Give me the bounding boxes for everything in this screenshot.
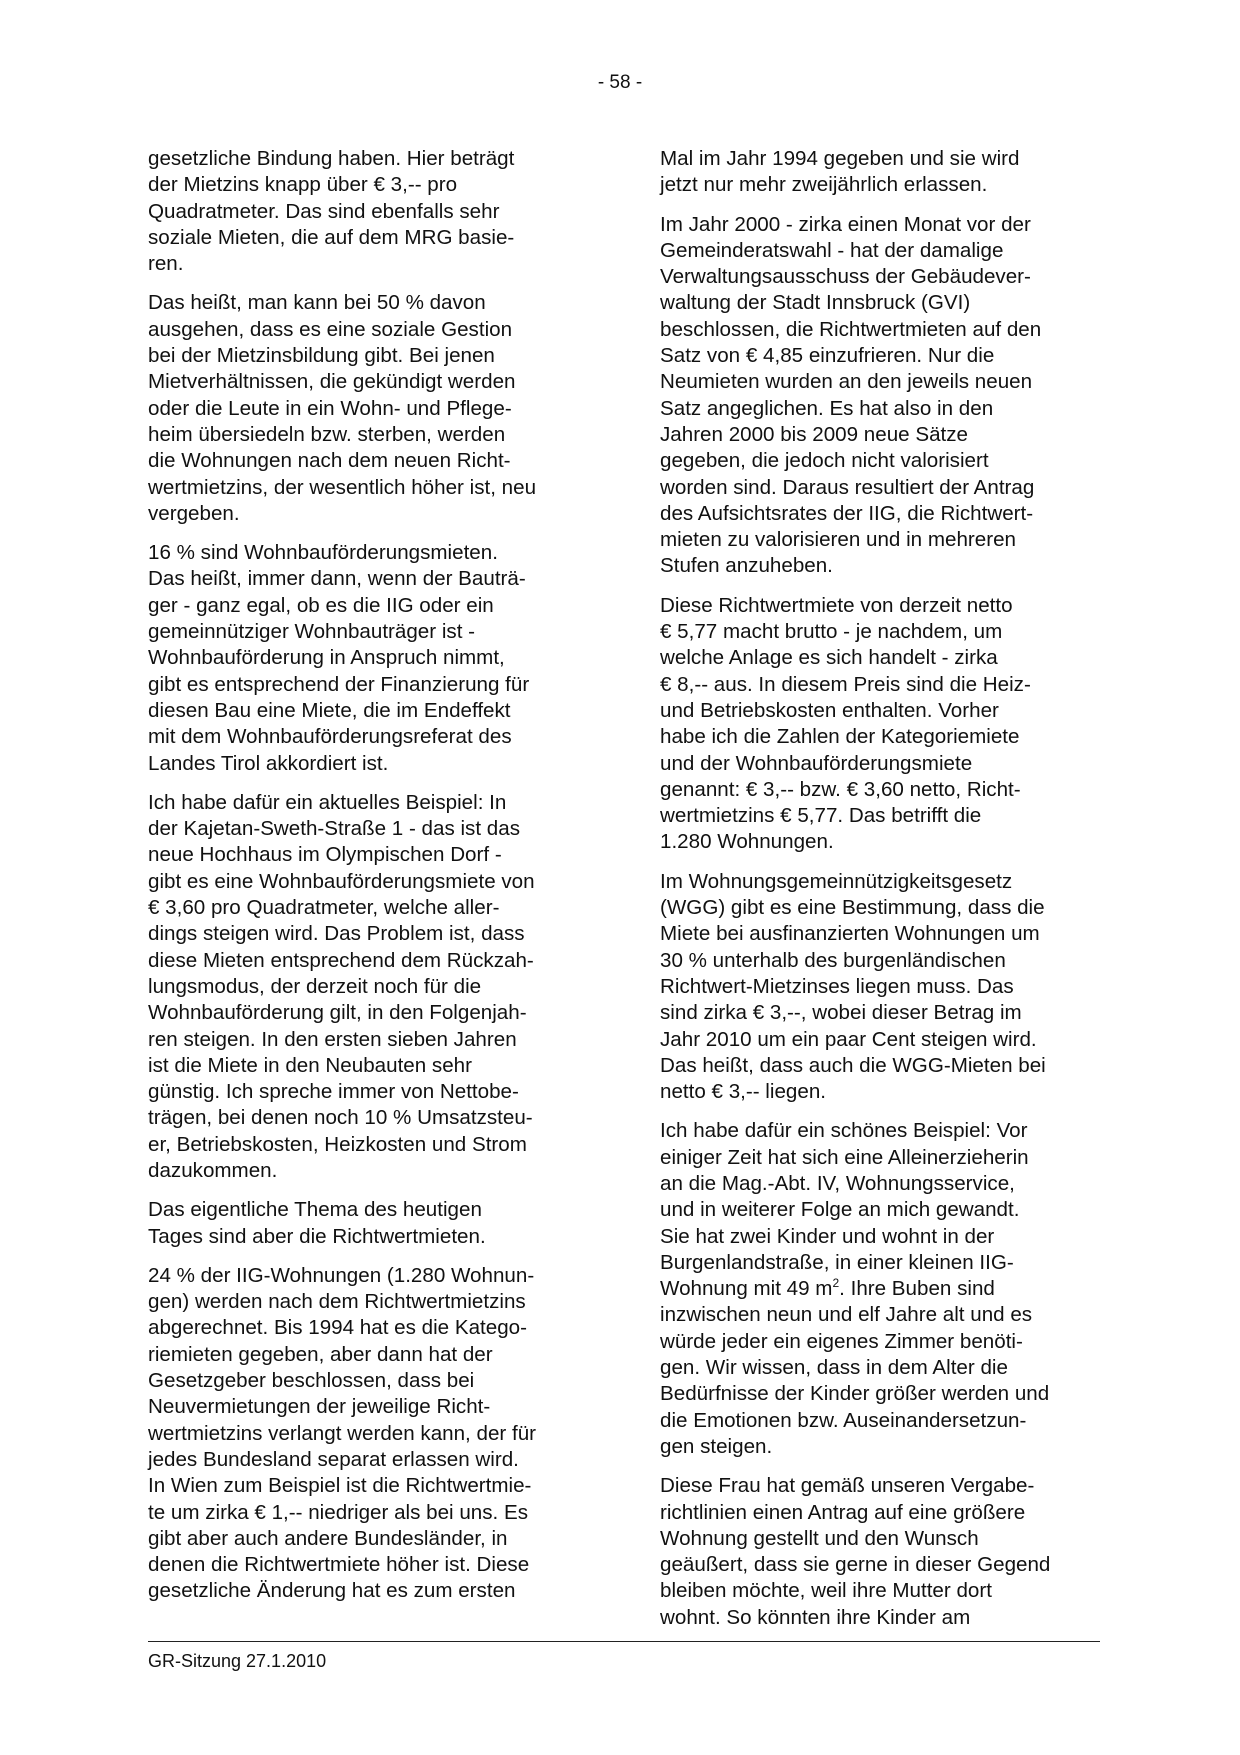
example-text-before: Ich habe dafür ein schönes Beispiel: Vor einiger Zeit hat sich eine Alleinerzieherin an die Mag.-Abt. IV, Wohnungsservice, und in weiterer Folge an mich gewandt. Sie hat zwei Kinder und wohnt in der Burgenlandstraße, in einer kleinen IIG- Wohnung mit 49 m	[660, 1119, 1029, 1301]
paragraph: Das eigentliche Thema des heutigen Tages sind aber die Richtwertmieten.	[148, 1198, 486, 1248]
paragraph: Im Jahr 2000 - zirka einen Monat vor der Gemeinderatswahl - hat der damalige Verwaltungsausschuss der Gebäudever- waltung der Stadt Innsbruck (GVI) beschlossen, die Richtwertmieten auf den Satz von € 4,85 einzufrieren. Nur die Neumieten wurden an den jeweils neuen Satz angeglichen. Es hat also in den Jahren 2000 bis 2009 neue Sätze gegeben, die jedoch nicht valorisiert worden sind. Daraus resultiert der Antrag des Aufsichtsrates der IIG, die Richtwert- mieten zu valorisieren und in mehreren Stufen anzuheben.	[660, 212, 1042, 578]
paragraph-example	[660, 1118, 1100, 1460]
paragraph: Im Wohnungsgemeinnützigkeitsgesetz (WGG) gibt es eine Bestimmung, dass die Miete bei ausfinanzierten Wohnungen um 30 % unterhalb des burgenländischen Richtwert-Mietzinses liegen muss. Das sind zirka € 3,--, wobei dieser Betrag im Jahr 2010 um ein paar Cent steigen wird. Das heißt, dass auch die WGG-Mieten bei netto € 3,-- liegen.	[660, 869, 1046, 1104]
paragraph: 16 % sind Wohnbauförderungsmieten. Das heißt, immer dann, wenn der Bauträ- ger - ganz egal, ob es die IIG oder ein gemeinnütziger Wohnbauträger ist - Wohnbauförderung in Anspruch nimmt, gibt es entsprechend der Finanzierung für diesen Bau eine Miete, die im Endeffekt mit dem Wohnbauförderungsreferat des Landes Tirol akkordiert ist.	[148, 541, 530, 775]
superscript-squared: 2	[832, 1276, 840, 1291]
paragraph: Ich habe dafür ein aktuelles Beispiel: In der Kajetan-Sweth-Straße 1 - das ist das neue Hochhaus im Olympischen Dorf - gibt es eine Wohnbauförderungsmiete von € 3,60 pro Quadratmeter, welche aller- dings steigen wird. Das Problem ist, dass diese Mieten entsprechend dem Rückzah- lungsmodus, der derzeit noch für die Wohnbauförderung gilt, in den Folgenjah- ren steigen. In den ersten sieben Jahren ist die Miete in den Neubauten sehr günstig. Ich spreche immer von Nettobe- trägen, bei denen noch 10 % Umsatzsteu- er, Betriebskosten, Heizkosten und Strom dazukommen.	[148, 790, 535, 1182]
paragraph: Mal im Jahr 1994 gegeben und sie wird jetzt nur mehr zweijährlich erlassen.	[660, 147, 1020, 197]
paragraph: Das heißt, man kann bei 50 % davon ausgehen, dass es eine soziale Gestion bei der Mietzinsbildung gibt. Bei jenen Mietverhältnissen, die gekündigt werden oder die Leute in ein Wohn- und Pflege- heim übersiedeln bzw. sterben, werden die Wohnungen nach dem neuen Richt- wertmietzins, der wesentlich höher ist, neu vergeben.	[148, 291, 537, 525]
page-number: - 58 -	[597, 72, 643, 93]
footer-session-label: GR-Sitzung 27.1.2010	[148, 1651, 327, 1671]
example-text-after: . Ihre Buben sind inzwischen neun und elf Jahre alt und es würde jeder ein eigenes Zimmer benöti- gen. Wir wissen, dass in dem Alter die Bedürfnisse der Kinder größer werden und die Emotionen bzw. Auseinandersetzun- gen steigen.	[660, 1277, 1050, 1458]
paragraph: 24 % der IIG-Wohnungen (1.280 Wohnun- gen) werden nach dem Richtwertmietzins abgerechnet. Bis 1994 hat es die Katego- riemieten gegeben, aber dann hat der Gesetzgeber beschlossen, dass bei Neuvermietungen der jeweilige Richt- wertmietzins verlangt werden kann, der für jedes Bundesland separat erlassen wird. In Wien zum Beispiel ist die Richtwertmie- te um zirka € 1,-- niedriger als bei uns. Es gibt aber auch andere Bundesländer, in denen die Richtwertmiete höher ist. Diese gesetzliche Änderung hat es zum ersten	[148, 1263, 537, 1603]
footer-divider	[148, 1641, 1100, 1642]
paragraph: Diese Frau hat gemäß unseren Vergabe- richtlinien einen Antrag auf eine größere Wohnung gestellt und den Wunsch geäußert, dass sie gerne in dieser Gegend bleiben möchte, weil ihre Mutter dort wohnt. So könnten ihre Kinder am	[660, 1474, 1051, 1629]
left-column	[148, 146, 593, 1618]
right-column	[660, 146, 1100, 1644]
paragraph: Diese Richtwertmiete von derzeit netto € 5,77 macht brutto - je nachdem, um welche Anlage es sich handelt - zirka € 8,-- aus. In diesem Preis sind die Heiz- und Betriebskosten enthalten. Vorher habe ich die Zahlen der Kategoriemiete und der Wohnbauförderungsmiete genannt: € 3,-- bzw. € 3,60 netto, Richt- wertmietzins € 5,77. Das betrifft die 1.280 Wohnungen.	[660, 593, 1031, 854]
paragraph: gesetzliche Bindung haben. Hier beträgt der Mietzins knapp über € 3,-- pro Quadratmeter. Das sind ebenfalls sehr soziale Mieten, die auf dem MRG basie- ren.	[148, 147, 515, 276]
